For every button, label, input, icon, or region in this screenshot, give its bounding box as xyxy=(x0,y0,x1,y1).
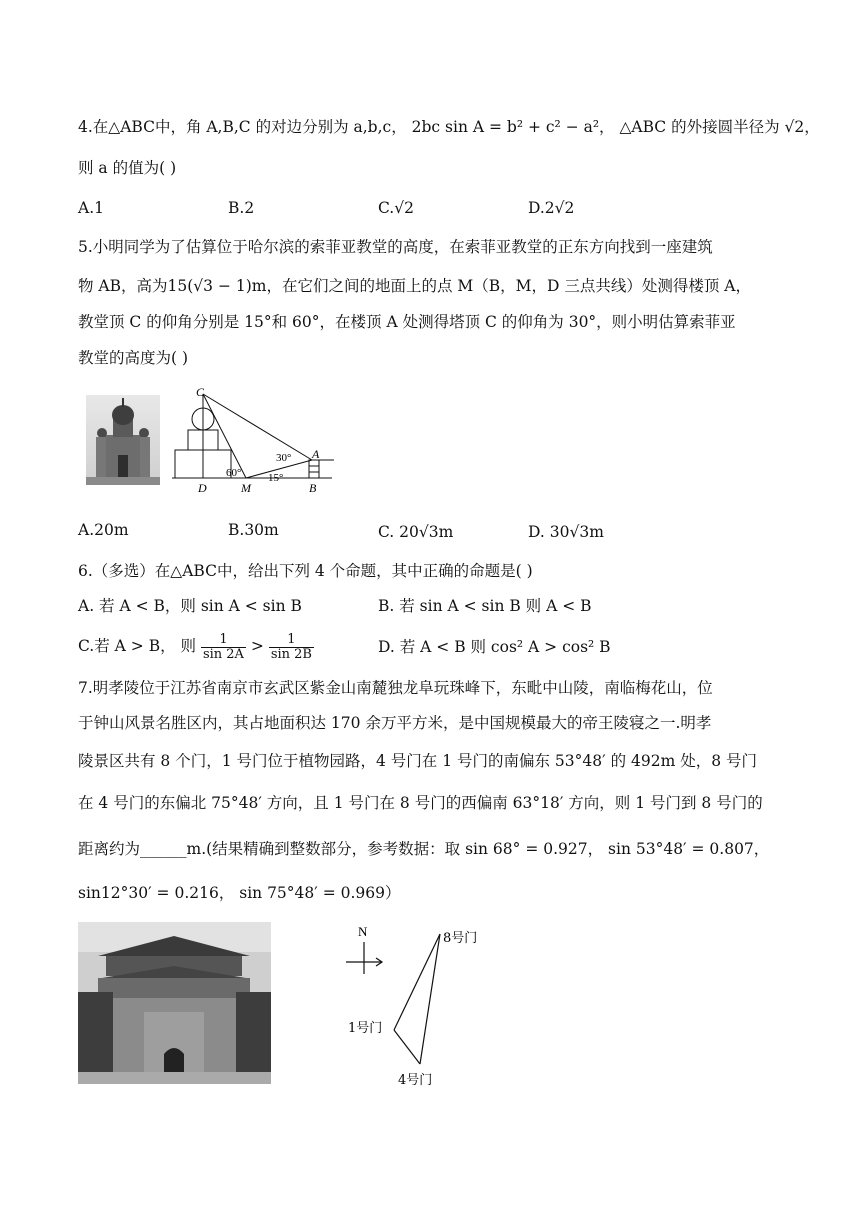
q5-option-a: A.20m xyxy=(78,521,129,539)
q6-option-c xyxy=(78,628,314,664)
greater-than: > xyxy=(250,637,264,655)
q7-line-6: sin12°30′ = 0.216， sin 75°48′ = 0.969） xyxy=(78,884,401,902)
q6-option-a: A. 若 A < B，则 sin A < sin B xyxy=(78,597,302,615)
q5-option-c: C. 20√3m xyxy=(378,523,454,541)
gate-1-label: 1号门 xyxy=(348,1021,383,1036)
q5-line-4: 教堂的高度为( ) xyxy=(78,349,189,367)
label-b: B xyxy=(309,481,317,495)
q4-line-1: 4.在△ABC中，角 A,B,C 的对边分别为 a,b,c， 2bc sin A = b² + c² − a²， △ABC 的外接圆半径为 √2， xyxy=(78,118,820,136)
north-label: N xyxy=(358,924,368,939)
q7-gate-diagram xyxy=(340,920,500,1090)
q6-option-b: B. 若 sin A < sin B 则 A < B xyxy=(378,597,592,615)
label-c: C xyxy=(196,385,205,399)
q6-line-1: 6.（多选）在△ABC中，给出下列 4 个命题，其中正确的命题是( ) xyxy=(78,562,533,580)
fraction-1 xyxy=(201,633,246,662)
q4-line-2: 则 a 的值为( ) xyxy=(78,159,177,177)
mausoleum-photo xyxy=(78,922,271,1084)
q7-line-4: 在 4 号门的东偏北 75°48′ 方向，且 1 号门在 8 号门的西偏南 63°18′ 方向，则 1 号门到 8 号门的 xyxy=(78,794,763,812)
gate-8-label: 8号门 xyxy=(443,931,478,946)
fraction-1-denominator: sin 2A xyxy=(202,646,244,662)
fraction-2-denominator: sin 2B xyxy=(270,646,312,662)
fraction-2 xyxy=(269,633,314,662)
q5-line-3: 教堂顶 C 的仰角分别是 15°和 60°，在楼顶 A 处测得塔顶 C 的仰角为 30°，则小明估算索菲亚 xyxy=(78,313,736,331)
q7-line-5: 距离约为______m.(结果精确到整数部分，参考数据：取 sin 68° = 0.927， sin 53°48′ = 0.807， xyxy=(78,840,770,858)
q4-option-b: B.2 xyxy=(228,199,255,217)
q4-option-a: A.1 xyxy=(78,199,104,217)
q5-line-2: 物 AB，高为15(√3 − 1)m，在它们之间的地面上的点 M（B，M，D 三点共线）处测得楼顶 A， xyxy=(78,277,752,295)
q5-geometry-diagram xyxy=(172,384,337,496)
q7-line-1: 7.明孝陵位于江苏省南京市玄武区紫金山南麓独龙阜玩珠峰下，东毗中山陵，南临梅花山，位 xyxy=(78,679,713,697)
angle-15: 15° xyxy=(268,472,284,484)
q4-option-d: D.2√2 xyxy=(528,199,575,217)
q7-line-3: 陵景区共有 8 个门，1 号门位于植物园路，4 号门在 1 号门的南偏东 53°48′ 的 492m 处，8 号门 xyxy=(78,752,758,770)
angle-60: 60° xyxy=(226,467,242,479)
q5-option-d: D. 30√3m xyxy=(528,523,604,541)
q6-option-d: D. 若 A < B 则 cos² A > cos² B xyxy=(378,638,611,656)
label-d: D xyxy=(198,481,207,495)
fraction-2-numerator: 1 xyxy=(269,633,314,648)
edge-1-4 xyxy=(394,1030,420,1064)
label-a: A xyxy=(312,447,320,461)
q7-line-2: 于钟山风景名胜区内，其占地面积达 170 余万平方米，是中国规模最大的帝王陵寝之一.明孝 xyxy=(78,714,712,732)
gate-4-label: 4号门 xyxy=(398,1073,433,1088)
angle-30: 30° xyxy=(276,452,292,464)
q4-option-c: C.√2 xyxy=(378,199,414,217)
label-m: M xyxy=(241,481,251,495)
q5-line-1: 5.小明同学为了估算位于哈尔滨的索菲亚教堂的高度，在索菲亚教堂的正东方向找到一座建筑 xyxy=(78,238,713,256)
church-photo xyxy=(86,395,160,485)
q6-option-c-prefix: C.若 A > B， 则 xyxy=(78,637,197,655)
fraction-1-numerator: 1 xyxy=(201,633,246,648)
q5-option-b: B.30m xyxy=(228,521,279,539)
